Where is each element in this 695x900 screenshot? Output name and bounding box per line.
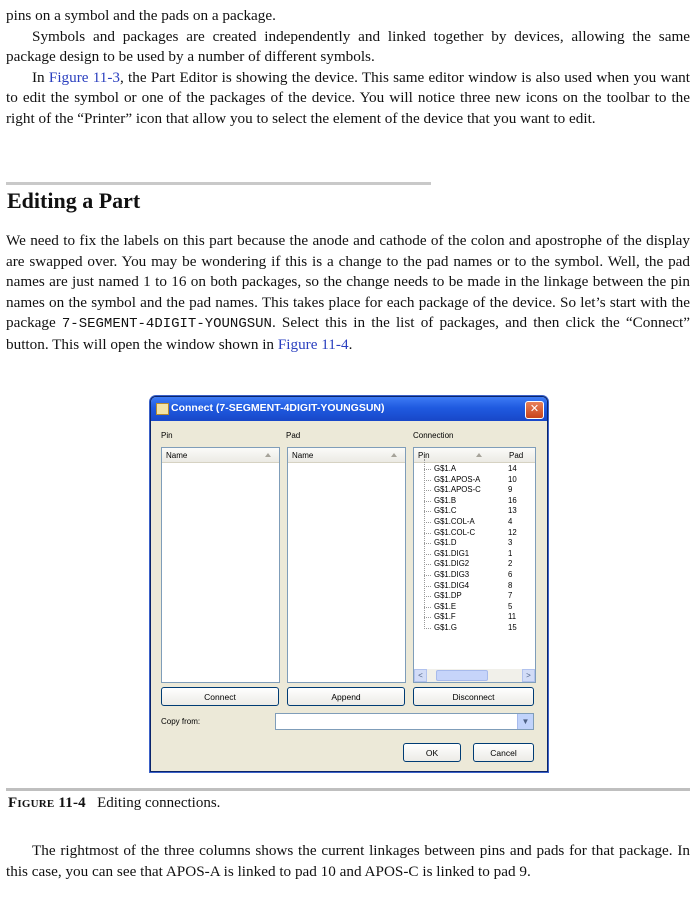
figure-11-3-link[interactable]: Figure 11-3 — [48, 68, 121, 86]
para4-text-start: We need to fix the labels on this part because the anode and cathode of the colon and apostrophe of the display are swapped over. You may be wondering if this is a change to the pad names or to the symbol. Well, the pad names are just named 1 to 16 on both packages, so the change needs to be made in the linkage between the pin names on the symbol and the pad names. This takes place for each package of the device. So let’s start with the package — [6, 232, 690, 331]
pad-list-header[interactable] — [288, 448, 405, 463]
pin-column-label: Pin — [161, 431, 173, 440]
tree-branch — [424, 564, 431, 565]
tree-branch — [424, 480, 431, 481]
para4-text-end: . — [348, 335, 353, 353]
tree-branch — [424, 554, 431, 555]
tree-branch — [424, 543, 431, 544]
connection-pin: G$1.APOS-C — [434, 485, 481, 495]
tree-branch — [424, 617, 431, 618]
conn-pad-header: Pad — [509, 451, 524, 460]
horizontal-scrollbar[interactable] — [414, 669, 535, 682]
connect-button[interactable]: Connect — [161, 687, 279, 706]
package-name-code: 7-SEGMENT-4DIGIT-YOUNGSUN — [61, 316, 272, 332]
connection-pin: G$1.B — [434, 495, 457, 505]
connection-pad: 10 — [508, 474, 517, 484]
pad-name-header: Name — [292, 451, 314, 460]
tree-branch — [424, 575, 431, 576]
paragraph-4 — [6, 231, 690, 355]
connection-pin: G$1.E — [434, 601, 457, 611]
connection-pin: G$1.DIG2 — [434, 559, 470, 569]
connection-pad: 14 — [508, 464, 517, 473]
intro-text — [6, 6, 690, 129]
connection-pad: 16 — [508, 495, 517, 505]
caption-label: Figure 11-4 — [8, 795, 86, 811]
cancel-button[interactable]: Cancel — [473, 743, 534, 762]
pin-name-header: Name — [166, 451, 188, 460]
scroll-left-icon[interactable]: < — [414, 669, 427, 682]
connection-pin: G$1.D — [434, 538, 457, 548]
dialog-titlebar[interactable] — [151, 397, 547, 421]
tree-branch — [424, 469, 431, 470]
tree-branch — [424, 501, 431, 502]
tree-branch — [424, 511, 431, 512]
ok-button[interactable]: OK — [403, 743, 461, 762]
window-icon — [156, 403, 169, 415]
connection-pad: 7 — [508, 591, 513, 601]
connection-pad: 5 — [508, 601, 513, 611]
connection-pin: G$1.COL-C — [434, 527, 476, 537]
connection-pin: G$1.DIG1 — [434, 548, 470, 558]
sort-asc-icon — [265, 453, 271, 457]
pin-list-header[interactable] — [162, 448, 279, 463]
closing-text — [6, 841, 690, 882]
conn-pin-header: Pin — [418, 451, 430, 460]
paragraph-5: The rightmost of the three columns shows the current linkages between pins and pads for that package. In this case, you can see that APOS-A is linked to pad 10 and APOS-C is linked to pad 9. — [6, 842, 690, 880]
connection-pad: 1 — [508, 548, 513, 558]
connection-pad: 12 — [508, 527, 517, 537]
connection-list[interactable] — [413, 447, 536, 683]
pin-list[interactable] — [161, 447, 280, 683]
para3-text-start: In — [32, 68, 49, 86]
scroll-thumb[interactable] — [436, 670, 488, 681]
connection-pin: G$1.DIG4 — [434, 580, 470, 590]
chevron-down-icon[interactable]: ▼ — [517, 714, 533, 729]
sort-asc-icon — [391, 453, 397, 457]
figure-11-4-link[interactable]: Figure 11-4 — [277, 335, 349, 353]
sort-asc-icon — [476, 453, 482, 457]
tree-branch — [424, 533, 431, 534]
caption-text: Editing connections. — [97, 795, 221, 811]
connect-dialog — [150, 396, 548, 772]
copy-from-label: Copy from: — [161, 717, 201, 726]
connection-pad: 9 — [508, 485, 513, 495]
connection-pad: 6 — [508, 570, 513, 579]
connection-pin: G$1.DP — [434, 591, 462, 601]
connection-pin: G$1.G — [434, 623, 457, 632]
close-icon[interactable]: ✕ — [525, 401, 544, 419]
tree-branch — [424, 522, 431, 523]
paragraph-2: Symbols and packages are created independently and linked together by devices, allowing the same package design to be used by a number of different symbols. — [6, 27, 690, 65]
append-button[interactable]: Append — [287, 687, 405, 706]
connection-pin: G$1.DIG3 — [434, 570, 470, 579]
paragraph-1: pins on a symbol and the pads on a package. — [6, 7, 276, 24]
connection-pad: 3 — [508, 538, 513, 548]
connection-pin: G$1.C — [434, 506, 457, 516]
connection-list-header[interactable] — [414, 448, 535, 463]
connection-pad: 8 — [508, 580, 513, 590]
scroll-right-icon[interactable]: > — [522, 669, 535, 682]
tree-branch — [424, 628, 431, 629]
figure-caption — [8, 795, 220, 812]
connection-pad: 11 — [508, 612, 517, 622]
connection-pad: 4 — [508, 517, 513, 526]
pad-list[interactable] — [287, 447, 406, 683]
connection-pin: G$1.COL-A — [434, 517, 475, 526]
connection-pin: G$1.F — [434, 612, 456, 622]
section-heading: Editing a Part — [7, 188, 141, 213]
section-rule — [6, 182, 431, 185]
copy-from-select[interactable] — [275, 713, 534, 730]
connection-pad: 2 — [508, 559, 513, 569]
tree-branch — [424, 490, 431, 491]
caption-rule — [6, 788, 690, 791]
para4-text-middle: . Select this in the list of packages, and then click the “Connect” button. This will open the window shown in — [6, 314, 690, 353]
tree-branch — [424, 586, 431, 587]
connection-pad: 15 — [508, 623, 517, 632]
tree-branch — [424, 607, 431, 608]
connection-pin: G$1.APOS-A — [434, 474, 481, 484]
connection-column-label: Connection — [413, 431, 454, 440]
connection-pad: 13 — [508, 506, 517, 516]
para3-text-end: , the Part Editor is showing the device. This same editor window is also used when you want to edit the symbol or one of the packages of the device. You will notice three new icons on the toolbar to the right of the “Printer” icon that allow you to select the element of the device that you want to edit. — [6, 68, 690, 127]
tree-branch — [424, 596, 431, 597]
dialog-title: Connect (7-SEGMENT-4DIGIT-YOUNGSUN) — [171, 402, 385, 414]
paragraph-3 — [6, 68, 690, 130]
pad-column-label: Pad — [286, 431, 301, 440]
connection-pin: G$1.A — [434, 464, 457, 473]
section-text — [6, 231, 690, 355]
disconnect-button[interactable]: Disconnect — [413, 687, 534, 706]
